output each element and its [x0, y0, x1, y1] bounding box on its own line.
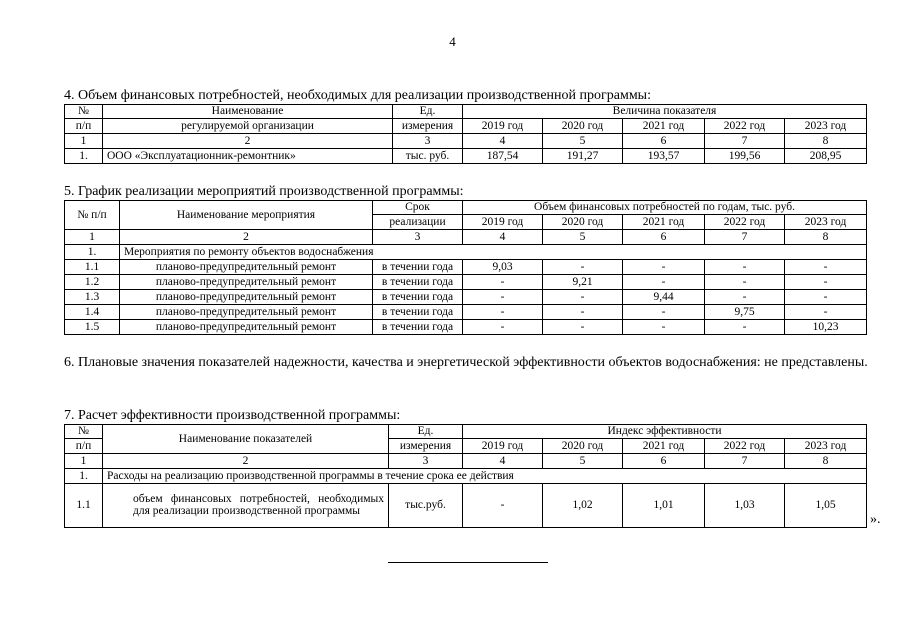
row-value: -: [463, 275, 543, 290]
row-value: -: [543, 290, 623, 305]
row-num: 1.: [65, 149, 103, 164]
group-row-num: 1.: [65, 245, 120, 260]
page-number: 4: [449, 34, 456, 49]
financial-needs-table: [64, 104, 867, 164]
table-row: [65, 305, 867, 320]
row-value: -: [543, 320, 623, 335]
row-value: 191,27: [543, 149, 623, 164]
row-value: 1,05: [785, 484, 867, 528]
header-year: 2021 год: [623, 215, 705, 230]
row-value: 193,57: [623, 149, 705, 164]
index-cell: 6: [623, 134, 705, 149]
row-term: в течении года: [373, 320, 463, 335]
index-cell: 1: [65, 230, 120, 245]
row-value: 199,56: [705, 149, 785, 164]
table-row: [65, 149, 867, 164]
header-unit: Ед.: [389, 425, 463, 439]
row-value: -: [463, 290, 543, 305]
row-value: -: [705, 320, 785, 335]
schedule-table: [64, 200, 867, 335]
row-term: в течении года: [373, 305, 463, 320]
header-year: 2019 год: [463, 439, 543, 454]
row-unit: тыс. руб.: [393, 149, 463, 164]
row-value: 9,75: [705, 305, 785, 320]
row-unit: тыс.руб.: [389, 484, 463, 528]
index-cell: 2: [120, 230, 373, 245]
row-term: в течении года: [373, 260, 463, 275]
group-row-label: Расходы на реализацию производственной программы в течение срока ее действия: [103, 469, 867, 484]
efficiency-table: [64, 424, 867, 528]
row-value: 10,23: [785, 320, 867, 335]
header-year: 2020 год: [543, 119, 623, 134]
header-unit-sub: измерения: [393, 119, 463, 134]
table-row: [65, 484, 867, 528]
header-name: Наименование показателей: [103, 425, 389, 454]
section7-title: 7. Расчет эффективности производственной программы:: [64, 408, 401, 423]
index-cell: 8: [785, 230, 867, 245]
header-year: 2019 год: [463, 215, 543, 230]
index-cell: 6: [623, 454, 705, 469]
section5-title: 5. График реализации мероприятий производственной программы:: [64, 184, 464, 199]
row-value: -: [623, 305, 705, 320]
table-row: [65, 275, 867, 290]
index-cell: 3: [393, 134, 463, 149]
table-row: [65, 260, 867, 275]
row-value: 1,02: [543, 484, 623, 528]
header-term: Срок: [373, 201, 463, 215]
row-num: 1.4: [65, 305, 120, 320]
group-row-label: Мероприятия по ремонту объектов водоснабжения: [120, 245, 867, 260]
row-value: -: [785, 275, 867, 290]
index-cell: 8: [785, 134, 867, 149]
section4-title: 4. Объем финансовых потребностей, необходимых для реализации производственной программы:: [64, 88, 651, 103]
index-cell: 4: [463, 454, 543, 469]
header-year: 2022 год: [705, 439, 785, 454]
header-year: 2020 год: [543, 215, 623, 230]
index-cell: 4: [463, 134, 543, 149]
row-value: -: [705, 275, 785, 290]
row-term: в течении года: [373, 275, 463, 290]
header-num-sub: п/п: [65, 439, 103, 454]
header-unit-sub: измерения: [389, 439, 463, 454]
row-value: -: [543, 260, 623, 275]
row-value: -: [705, 260, 785, 275]
footer-rule: [388, 562, 548, 563]
index-cell: 2: [103, 134, 393, 149]
header-num: №: [65, 105, 103, 119]
index-cell: 1: [65, 134, 103, 149]
table-row: [65, 320, 867, 335]
index-cell: 8: [785, 454, 867, 469]
row-value: -: [463, 320, 543, 335]
row-value: 9,44: [623, 290, 705, 305]
row-value: -: [623, 320, 705, 335]
row-num: 1.2: [65, 275, 120, 290]
table-row: [65, 290, 867, 305]
row-value: -: [623, 260, 705, 275]
row-value: -: [463, 484, 543, 528]
row-num: 1.1: [65, 484, 103, 528]
index-cell: 3: [373, 230, 463, 245]
index-cell: 5: [543, 454, 623, 469]
header-term-sub: реализации: [373, 215, 463, 230]
header-year: 2022 год: [705, 215, 785, 230]
row-num: 1.3: [65, 290, 120, 305]
header-group: Величина показателя: [463, 105, 867, 119]
header-year: 2023 год: [785, 119, 867, 134]
row-name: планово-предупредительный ремонт: [120, 305, 373, 320]
row-value: -: [785, 260, 867, 275]
row-num: 1.5: [65, 320, 120, 335]
index-cell: 1: [65, 454, 103, 469]
header-year: 2023 год: [785, 439, 867, 454]
row-value: 1,03: [705, 484, 785, 528]
index-cell: 5: [543, 134, 623, 149]
row-name: планово-предупредительный ремонт: [120, 290, 373, 305]
header-year: 2021 год: [623, 439, 705, 454]
header-num: №: [65, 425, 103, 439]
header-name: Наименование мероприятия: [120, 201, 373, 230]
header-group: Объем финансовых потребностей по годам, тыс. руб.: [463, 201, 867, 215]
index-cell: 7: [705, 134, 785, 149]
header-year: 2020 год: [543, 439, 623, 454]
row-value: -: [785, 290, 867, 305]
index-cell: 5: [543, 230, 623, 245]
index-cell: 7: [705, 230, 785, 245]
row-value: -: [705, 290, 785, 305]
row-name: объем финансовых потребностей, необходимых для реализации производственной программы: [103, 484, 389, 528]
row-value: 187,54: [463, 149, 543, 164]
row-value: 9,03: [463, 260, 543, 275]
header-num: № п/п: [65, 201, 120, 230]
row-name: планово-предупредительный ремонт: [120, 275, 373, 290]
row-name: ООО «Эксплуатационник-ремонтник»: [103, 149, 393, 164]
row-value: -: [543, 305, 623, 320]
group-row-num: 1.: [65, 469, 103, 484]
header-year: 2021 год: [623, 119, 705, 134]
row-value: 9,21: [543, 275, 623, 290]
index-cell: 4: [463, 230, 543, 245]
row-name: планово-предупредительный ремонт: [120, 260, 373, 275]
header-unit: Ед.: [393, 105, 463, 119]
index-cell: 3: [389, 454, 463, 469]
header-num-sub: п/п: [65, 119, 103, 134]
row-num: 1.1: [65, 260, 120, 275]
section6-paragraph: 6. Плановые значения показателей надежности, качества и энергетической эффективности объектов водоснабжения: не представлены.: [64, 355, 868, 370]
closing-quote: ».: [870, 512, 881, 527]
row-value: 1,01: [623, 484, 705, 528]
row-value: -: [785, 305, 867, 320]
header-year: 2023 год: [785, 215, 867, 230]
row-value: 208,95: [785, 149, 867, 164]
header-year: 2019 год: [463, 119, 543, 134]
header-year: 2022 год: [705, 119, 785, 134]
row-value: -: [623, 275, 705, 290]
row-value: -: [463, 305, 543, 320]
index-cell: 7: [705, 454, 785, 469]
header-name-sub: регулируемой организации: [103, 119, 393, 134]
header-group: Индекс эффективности: [463, 425, 867, 439]
index-cell: 6: [623, 230, 705, 245]
row-term: в течении года: [373, 290, 463, 305]
header-name: Наименование: [103, 105, 393, 119]
index-cell: 2: [103, 454, 389, 469]
row-name: планово-предупредительный ремонт: [120, 320, 373, 335]
